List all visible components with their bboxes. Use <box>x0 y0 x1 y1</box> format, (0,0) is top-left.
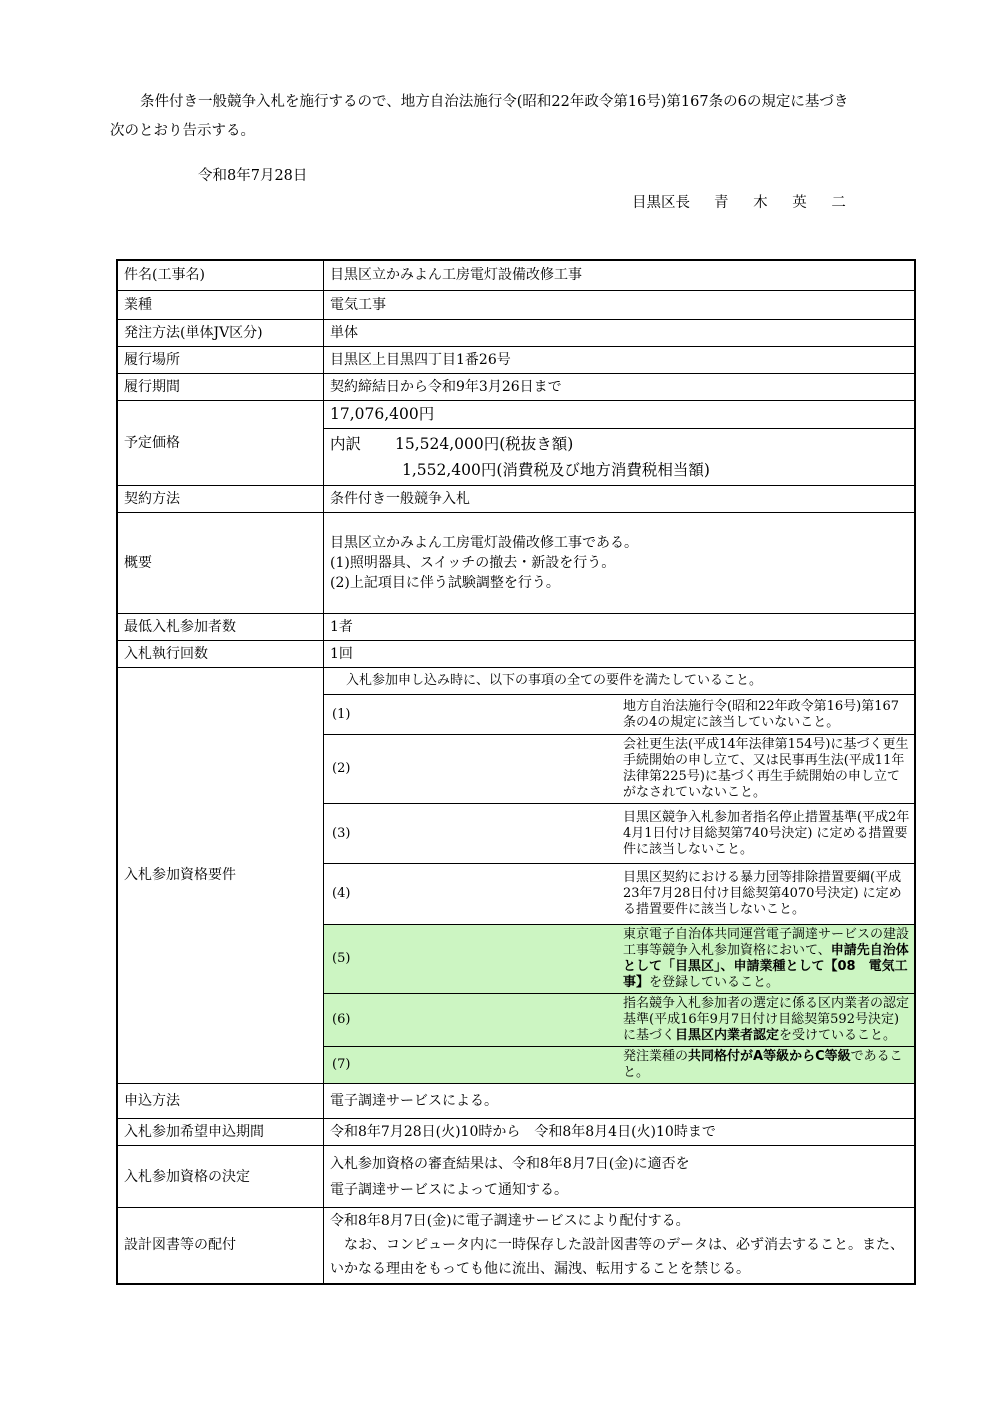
summary-label: 概要 <box>117 512 324 613</box>
method-value: 条件付き一般競争入札 <box>324 485 916 512</box>
req-num: (2) <box>324 735 619 804</box>
intro-line-2: 次のとおり告示する。 <box>110 123 255 139</box>
location-value: 目黒区上目黒四丁目1番26号 <box>324 346 916 373</box>
price-excl: 15,524,000円(税抜き額) <box>395 434 574 453</box>
req-text <box>619 925 914 994</box>
req-text-part: であること。 <box>623 1049 903 1080</box>
period-value: 契約締結日から令和9年3月26日まで <box>324 373 916 400</box>
summary-line: (2)上記項目に伴う試験調整を行う。 <box>330 574 560 591</box>
req-text-part: 東京電子自治体共同運営電子調達サービスの建設工事等競争入札参加資格において、 <box>623 927 910 958</box>
price-breakdown-label: 内訳 <box>330 434 362 453</box>
project-label: 件名(工事名) <box>117 260 324 290</box>
decision-label: 入札参加資格の決定 <box>117 1146 324 1208</box>
summary-cell <box>324 512 916 613</box>
req-text <box>619 994 914 1047</box>
intro-text <box>110 88 910 146</box>
summary-line: 目黒区立かみよん工房電灯設備改修工事である。 <box>330 534 638 551</box>
rounds-value: 1回 <box>324 640 916 667</box>
method-label: 契約方法 <box>117 485 324 512</box>
decision-line: 電子調達サービスによって通知する。 <box>330 1181 568 1198</box>
docs-cell <box>324 1208 916 1284</box>
req-text-bold: 申請先自治体として「目黒区」、申請業種として【08 電気工事】 <box>623 943 909 990</box>
req-num: (6) <box>324 994 619 1047</box>
req-text-bold: 共同格付がA等級からC等級 <box>688 1049 851 1064</box>
price-cell <box>324 400 916 485</box>
price-tax: 1,552,400円(消費税及び地方消費税相当額) <box>402 460 710 479</box>
intro-line-1: 条件付き一般競争入札を施行するので、地方自治法施行令(昭和22年政令第16号)第167条の6の規定に基づき <box>140 94 849 110</box>
price-total: 17,076,400円 <box>324 401 914 429</box>
req-num: (5) <box>324 925 619 994</box>
min-bidders-value: 1者 <box>324 613 916 640</box>
req-text: 目黒区契約における暴力団等排除措置要綱(平成23年7月28日付け目総契第4070号決定) に定める措置要件に該当しないこと。 <box>619 864 914 925</box>
price-label: 予定価格 <box>117 400 324 485</box>
req-intro: 入札参加申し込み時に、以下の事項の全ての要件を満たしていること。 <box>324 668 914 695</box>
apply-period-value: 令和8年7月28日(火)10時から 令和8年8月4日(火)10時まで <box>324 1119 916 1146</box>
req-text-part: 発注業種の <box>623 1049 689 1064</box>
location-label: 履行場所 <box>117 346 324 373</box>
signer <box>632 191 856 212</box>
project-value: 目黒区立かみよん工房電灯設備改修工事 <box>324 260 916 290</box>
signer-name: 青 木 英 二 <box>714 195 856 211</box>
order-label: 発注方法(単体JV区分) <box>117 319 324 346</box>
category-value: 電気工事 <box>324 290 916 319</box>
req-text-bold: 目黒区内業者認定 <box>675 1028 780 1043</box>
req-text-part: 指名競争入札参加者の選定に係る区内業者の認定基準(平成16年9月7日付け目総契第592号決定)に基づく <box>623 996 910 1043</box>
req-text: 目黒区競争入札参加者指名停止措置基準(平成2年4月1日付け目総契第740号決定) に定める措置要件に該当しないこと。 <box>619 804 914 864</box>
req-label: 入札参加資格要件 <box>117 667 324 1084</box>
period-label: 履行期間 <box>117 373 324 400</box>
apply-label: 申込方法 <box>117 1084 324 1119</box>
decision-cell <box>324 1146 916 1208</box>
requirements-table <box>324 668 914 1084</box>
notice-table <box>116 259 916 1285</box>
req-num: (4) <box>324 864 619 925</box>
req-text-part: を登録していること。 <box>649 975 780 990</box>
order-value: 単体 <box>324 319 916 346</box>
signer-title: 目黒区長 <box>632 195 690 211</box>
docs-label: 設計図書等の配付 <box>117 1208 324 1284</box>
req-text: 地方自治法施行令(昭和22年政令第16号)第167条の4の規定に該当していないこと。 <box>619 695 914 735</box>
min-bidders-label: 最低入札参加者数 <box>117 613 324 640</box>
req-num: (3) <box>324 804 619 864</box>
req-text <box>619 1047 914 1084</box>
apply-value: 電子調達サービスによる。 <box>324 1084 916 1119</box>
summary-line: (1)照明器具、スイッチの撤去・新設を行う。 <box>330 554 616 571</box>
category-label: 業種 <box>117 290 324 319</box>
notice-date: 令和8年7月28日 <box>198 168 308 184</box>
rounds-label: 入札執行回数 <box>117 640 324 667</box>
docs-line-1: 令和8年8月7日(金)に電子調達サービスにより配付する。 <box>330 1213 690 1230</box>
req-num: (1) <box>324 695 619 735</box>
apply-period-label: 入札参加希望申込期間 <box>117 1119 324 1146</box>
decision-line: 入札参加資格の審査結果は、令和8年8月7日(金)に適否を <box>330 1155 690 1172</box>
req-num: (7) <box>324 1047 619 1084</box>
docs-line-2: なお、コンピュータ内に一時保存した設計図書等のデータは、必ず消去すること。また、いかなる理由をもっても他に流出、漏洩、転用することを禁じる。 <box>330 1237 904 1278</box>
req-cell <box>324 667 916 1084</box>
req-text: 会社更生法(平成14年法律第154号)に基づく更生手続開始の申し立て、又は民事再生法(平成11年法律第225号)に基づく再生手続開始の申し立てがなされていないこと。 <box>619 735 914 804</box>
req-text-part: を受けていること。 <box>779 1028 897 1043</box>
